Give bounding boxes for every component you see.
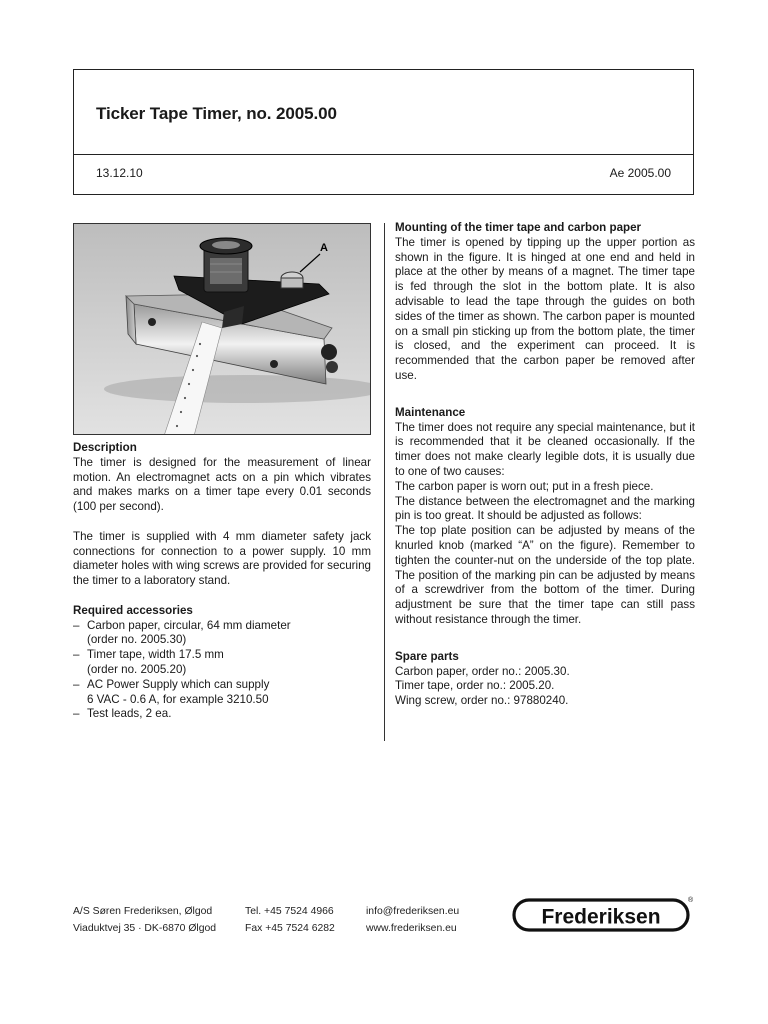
spare-parts-heading: Spare parts <box>395 649 459 663</box>
figure-label-a: A <box>320 242 328 254</box>
footer-contact <box>366 903 459 937</box>
description-paragraph-1: The timer is designed for the measurement of linear motion. An electromagnet acts on a pin which vibrates and makes marks on a timer tape every 0.01 seconds (100 per second). <box>73 455 371 514</box>
maintenance-paragraph-4: The top plate position can be adjusted by means of the knurled knob (marked “A” on the figure). Remember to tighten the counter-nut on the underside of the top plate. The position of the marking pin can be adjusted by means of a screwdriver from the bottom of the timer. During adjustment be sure that the timer tape can still pass without resistance through the timer. <box>395 524 695 626</box>
footer-phone <box>245 903 335 937</box>
company-address: Viaduktvej 35 · DK-6870 Ølgod <box>73 923 217 934</box>
page-title: Ticker Tape Timer, no. 2005.00 <box>96 104 337 123</box>
mounting-heading: Mounting of the timer tape and carbon paper <box>395 221 642 234</box>
right-column <box>395 221 695 709</box>
timer-illustration <box>74 224 371 435</box>
list-item <box>73 648 371 678</box>
list-item <box>73 678 371 708</box>
list-item-text: – Carbon paper, circular, 64 mm diameter <box>87 618 291 632</box>
accessories-heading: Required accessories <box>73 603 193 617</box>
document-reference: Ae 2005.00 <box>609 166 671 180</box>
logo-text: Frederiksen <box>541 905 661 929</box>
header-divider <box>74 154 693 155</box>
accessories-list <box>73 619 371 723</box>
maintenance-heading: Maintenance <box>395 405 466 419</box>
spare-part-line: Timer tape, order no.: 2005.20. <box>395 679 555 693</box>
fax-number: Fax +45 7524 6282 <box>245 923 335 934</box>
registered-mark: ® <box>688 897 694 904</box>
description-heading: Description <box>73 441 137 454</box>
frederiksen-logo <box>512 894 696 936</box>
list-item <box>73 619 371 649</box>
maintenance-paragraph-2: The carbon paper is worn out; put in a fresh piece. <box>395 479 654 493</box>
mounting-paragraph: The timer is opened by tipping up the upper portion as shown in the figure. It is hinged at one end and held in place at the other by means of a magnet. The timer tape is fed through the slot in the bottom plate. It is also advisable to lead the tape through the guides on both sides of the timer as shown. The carbon paper is mounted on a small pin sticking up from the bottom plate, the timer is closed, and the experiment can proceed. It is recommended that the carbon paper be removed after use. <box>395 235 695 382</box>
header-box <box>73 69 694 195</box>
left-column <box>73 441 371 722</box>
list-item-text: – AC Power Supply which can supply <box>87 677 270 691</box>
description-paragraph-2: The timer is supplied with 4 mm diameter safety jack connections for connection to a power supply. 10 mm diameter holes with wing screws are provided for securing the timer to a laboratory stand. <box>73 529 371 588</box>
document-date: 13.12.10 <box>96 166 143 180</box>
footer-address <box>73 903 216 937</box>
email-address: info@frederiksen.eu <box>366 906 460 917</box>
company-name: A/S Søren Frederiksen, Ølgod <box>73 906 213 917</box>
timer-photo <box>73 223 371 435</box>
list-item-text: – Timer tape, width 17.5 mm <box>87 648 224 662</box>
list-item-text: (order no. 2005.20) <box>87 662 187 676</box>
list-item-text: 6 VAC - 0.6 A, for example 3210.50 <box>87 692 269 706</box>
column-divider <box>384 223 385 741</box>
website-address: www.frederiksen.eu <box>366 923 457 934</box>
spare-part-line: Carbon paper, order no.: 2005.30. <box>395 664 570 678</box>
list-item-text: (order no. 2005.30) <box>87 633 187 647</box>
list-item <box>73 707 371 722</box>
phone-number: Tel. +45 7524 4966 <box>245 906 334 917</box>
maintenance-paragraph-1: The timer does not require any special maintenance, but it is recommended that it be cleaned occasionally. If the timer does not make clearly legible dots, it is usually due to one of two causes: <box>395 420 695 478</box>
list-item-text: – Test leads, 2 ea. <box>87 707 172 721</box>
spare-part-line: Wing screw, order no.: 97880240. <box>395 694 569 708</box>
maintenance-paragraph-3: The distance between the electromagnet and the marking pin is too great. It should be adjusted as follows: <box>395 494 695 523</box>
